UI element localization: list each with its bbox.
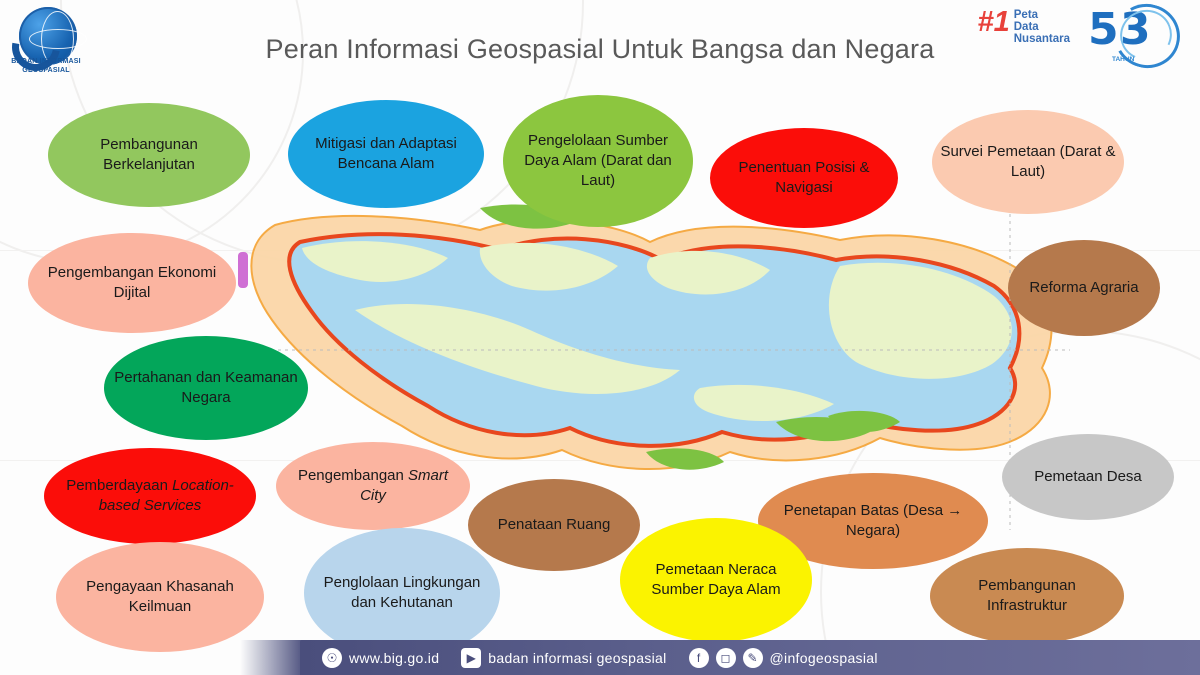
bubble-label: Penetapan Batas (Desa → Negara) — [783, 501, 963, 539]
footer-youtube-label: badan informasi geospasial — [488, 649, 667, 666]
anniversary-digit-2: 3 — [1120, 4, 1151, 55]
bubble-label: Survei Pemetaan (Darat & Laut) — [940, 142, 1116, 180]
bubble-label: Pembangunan Infrastruktur — [978, 576, 1076, 614]
bubble-penentuan-posisi-navigasi[interactable] — [710, 128, 898, 228]
bubble-pembangunan-infrastruktur[interactable] — [930, 548, 1124, 644]
anniversary-logo — [1084, 4, 1182, 66]
bubble-pemberdayaan-lbs[interactable] — [44, 448, 256, 544]
page-title: Peran Informasi Geospasial Untuk Bangsa dan Negara — [265, 34, 935, 64]
footer-social-handle: @infogeospasial — [769, 649, 878, 666]
bubble-label: Reforma Agraria — [1029, 278, 1139, 296]
footer-social[interactable] — [689, 648, 878, 668]
bubble-pengelolaan-sumber-daya-alam[interactable] — [503, 95, 693, 227]
bubble-label: Penentuan Posisi & Navigasi — [738, 158, 870, 196]
globe-icon: ☉ — [322, 648, 342, 668]
bubble-label: Pemberdayaan Location-based Services — [66, 476, 234, 514]
bubble-label: Pengembangan Smart City — [297, 466, 449, 504]
bubble-label: Pengelolaan Sumber Daya Alam (Darat dan Laut) — [524, 131, 672, 190]
brand-line-1: Peta — [1013, 9, 1039, 21]
bubble-penataan-ruang[interactable] — [468, 479, 640, 571]
bubble-label: Pemetaan Neraca Sumber Daya Alam — [651, 560, 781, 598]
footer-fade — [240, 640, 302, 675]
bubble-pengayaan-khasanah-keilmuan[interactable] — [56, 542, 264, 652]
map-accent-purple — [238, 252, 248, 288]
bubble-pengelolaan-lingkungan-kehutanan[interactable] — [304, 528, 500, 658]
bubble-label: Pemetaan Desa — [1034, 467, 1142, 485]
bubble-label: Penataan Ruang — [497, 515, 611, 533]
bubble-reforma-agraria[interactable] — [1008, 240, 1160, 336]
brand-line-3: Nusantara — [1013, 33, 1070, 45]
bubble-label: Pertahanan dan Keamanan Negara — [114, 368, 298, 406]
bubble-label: Pengembangan Ekonomi Dijital — [47, 263, 217, 301]
brand-peta-data-nusantara — [977, 8, 1070, 45]
twitter-icon: ✎ — [743, 648, 763, 668]
bubble-label: Mitigasi dan Adaptasi Bencana Alam — [315, 134, 457, 172]
facebook-icon: f — [689, 648, 709, 668]
bubble-pertahanan-keamanan-negara[interactable] — [104, 336, 308, 440]
bubble-pengembangan-smart-city[interactable] — [276, 442, 470, 530]
anniversary-caption: TAHUN — [1112, 56, 1135, 63]
bubble-pembangunan-berkelanjutan[interactable] — [48, 103, 250, 207]
footer-bar — [300, 640, 1200, 675]
brand-hash-number: #1 — [977, 6, 1010, 38]
bubble-survei-pemetaan[interactable] — [932, 110, 1124, 214]
bubble-label: Penglolaan Lingkungan dan Kehutanan — [323, 573, 481, 611]
bubble-mitigasi-adaptasi-bencana[interactable] — [288, 100, 484, 208]
bubble-pengembangan-ekonomi-digital[interactable] — [28, 233, 236, 333]
youtube-icon: ▶ — [461, 648, 481, 668]
instagram-icon: ◻ — [716, 648, 736, 668]
footer-youtube[interactable] — [461, 648, 666, 668]
bubble-label: Pengayaan Khasanah Keilmuan — [86, 577, 234, 615]
bubble-pemetaan-desa[interactable] — [1002, 434, 1174, 520]
footer-website-label: www.big.go.id — [349, 649, 440, 666]
bubble-pemetaan-neraca-sda[interactable] — [620, 518, 812, 642]
anniversary-digit-1: 5 — [1088, 4, 1119, 55]
footer-website[interactable] — [322, 648, 439, 668]
brand-line-2: Data — [1013, 21, 1039, 33]
agency-logo-caption: BADAN INFORMASI GEOSPASIAL — [11, 58, 81, 74]
bubble-label: Pembangunan Berkelanjutan — [100, 135, 198, 173]
